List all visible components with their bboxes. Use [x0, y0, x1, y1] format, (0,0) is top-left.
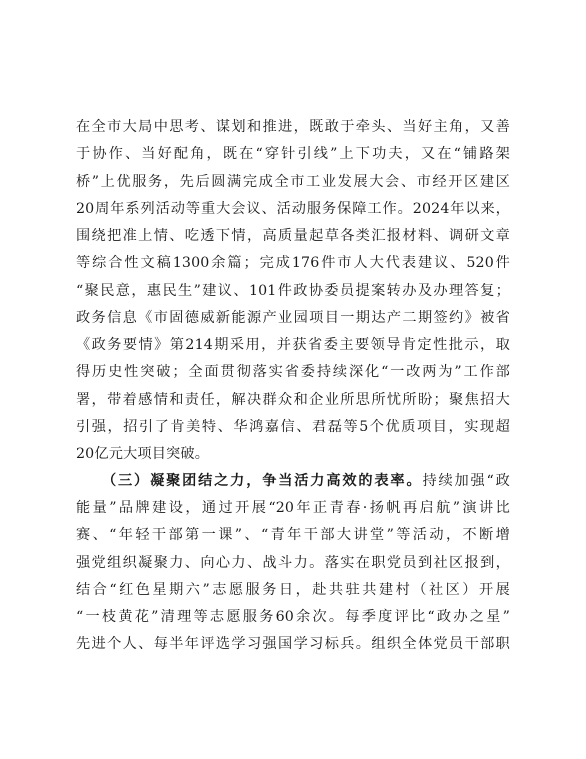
section-heading: （三）凝聚团结之力，争当活力高效的表率。: [102, 473, 423, 489]
paragraph-line: 《政务要情》第214期采用，并获省委主要领导肯定性批示，取: [76, 337, 510, 353]
paragraph-line-last: 20亿元大项目突破。: [76, 446, 210, 462]
paragraph-line: 围绕把准上情、吃透下情，高质量起草各类汇报材料、调研文章: [76, 228, 510, 244]
section-line: 能量”品牌建设，通过开展“20年正青春·扬帆再启航”演讲比: [76, 500, 510, 516]
paragraph-line: 政务信息《市固德威新能源产业园项目一期达产二期签约》被省: [76, 310, 510, 326]
paragraph-line: 于协作、当好配角，既在“穿针引线”上下功夫，又在“铺路架: [76, 146, 510, 162]
section-line: 结合“红色星期六”志愿服务日，赴共驻共建村（社区）开展: [76, 582, 510, 598]
paragraph-line: 引强，招引了肯美特、华鸿嘉信、君磊等5个优质项目，实现超: [76, 419, 510, 435]
paragraph-line: 等综合性文稿1300余篇；完成176件市人大代表建议、520件: [76, 255, 510, 271]
paragraph-line: 20周年系列活动等重大会议、活动服务保障工作。2024年以来，: [76, 201, 510, 217]
section-line: 强党组织凝聚力、向心力、战斗力。落实在职党员到社区报到，: [76, 555, 510, 571]
section-line: “一枝黄花”清理等志愿服务60余次。每季度评比“政办之星”: [76, 609, 510, 625]
paragraph-line: 桥”上优服务，先后圆满完成全市工业发展大会、市经开区建区: [76, 174, 510, 190]
paragraph-line: “聚民意，惠民生”建议、101件政协委员提案转办及办理答复；: [76, 283, 510, 299]
paragraph-line: 在全市大局中思考、谋划和推进，既敢于牵头、当好主角，又善: [76, 119, 510, 135]
section-heading-line: [76, 469, 510, 493]
paragraph-line: 署，带着感情和责任，解决群众和企业所思所忧所盼；聚焦招大: [76, 392, 510, 408]
paragraph-line: 得历史性突破；全面贯彻落实省委持续深化“一改两为”工作部: [76, 364, 510, 380]
section-text-start: 持续加强“政: [422, 473, 510, 489]
section-line: 赛、“年轻干部第一课”、“青年干部大讲堂”等活动，不断增: [76, 527, 510, 543]
section-line: 先进个人、每半年评选学习强国学习标兵。组织全体党员干部职: [76, 636, 510, 652]
